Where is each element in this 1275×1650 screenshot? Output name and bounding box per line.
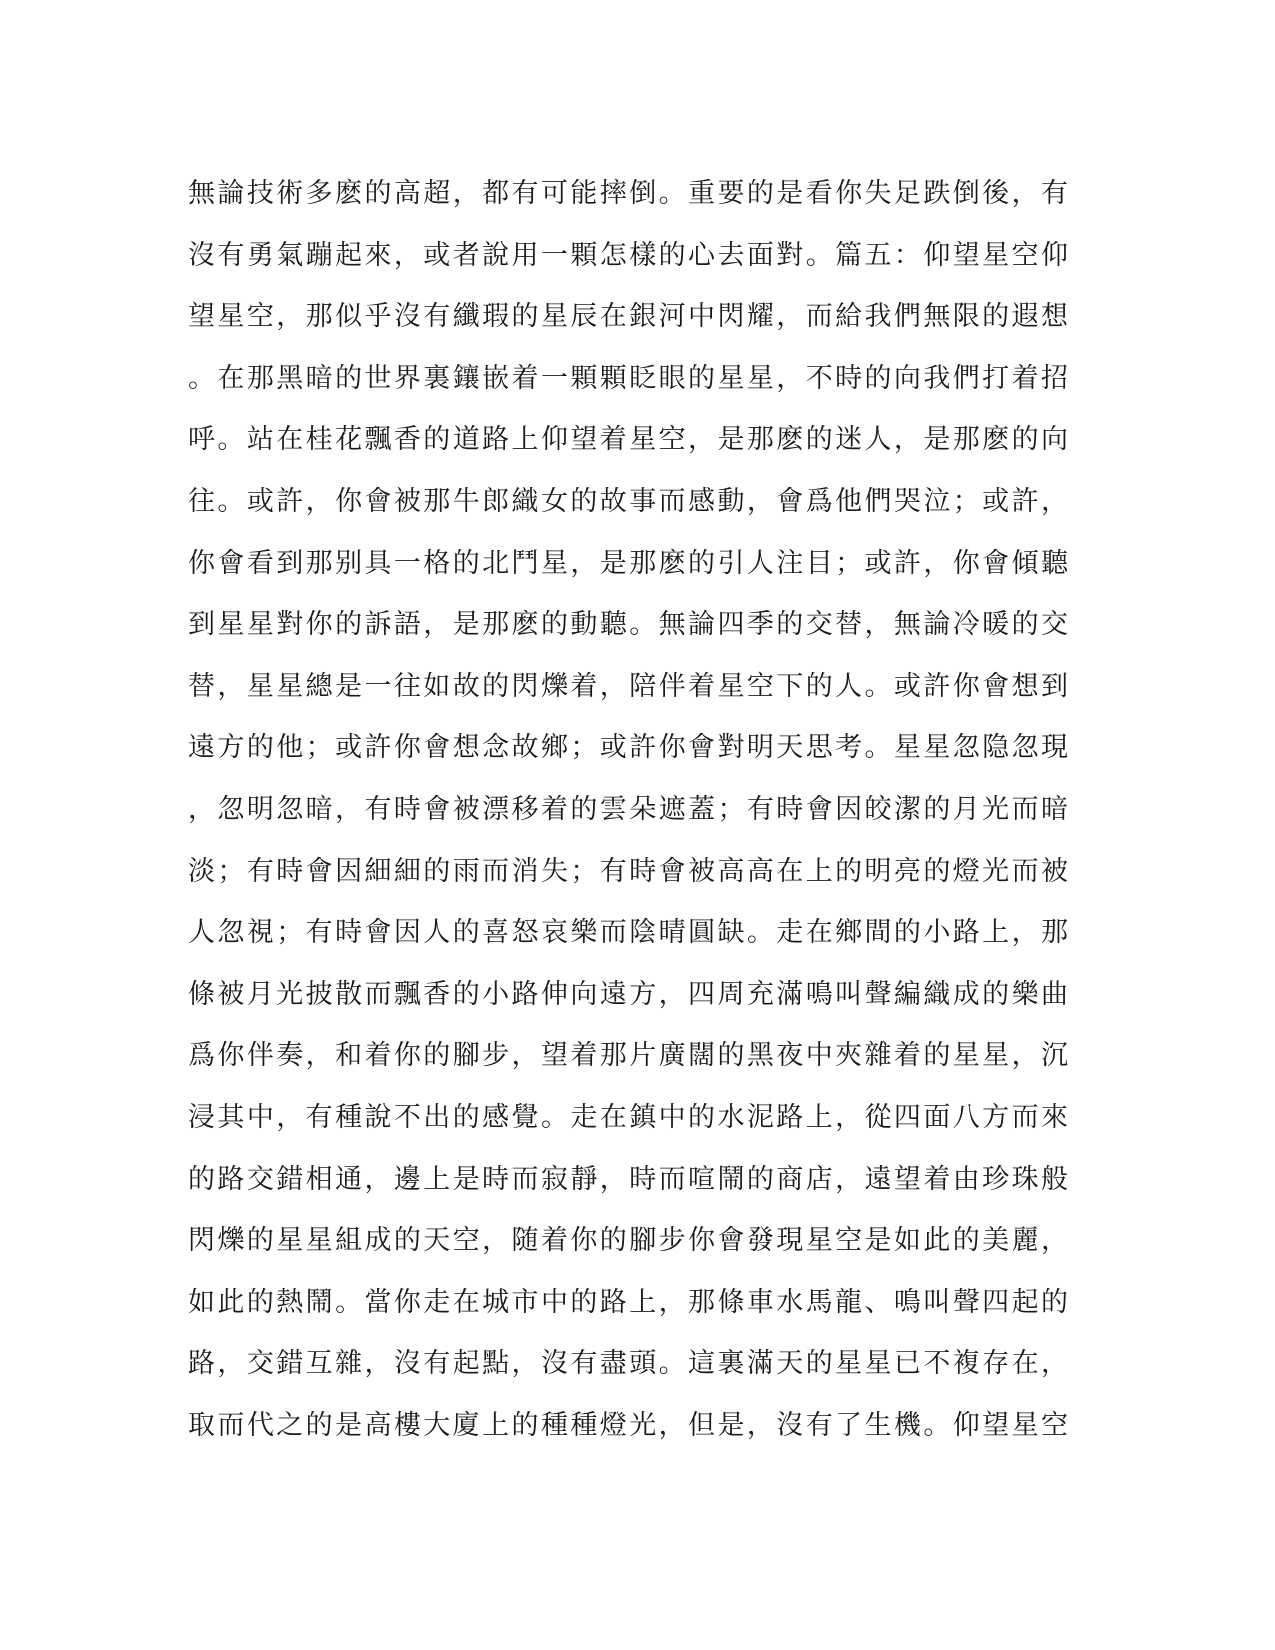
text-line-15: 爲你伴奏，和着你的腳步，望着那片廣闊的黑夜中夾雜着的星星，沉 <box>188 1040 1068 1072</box>
text-line-21: 取而代之的是高樓大廈上的種種燈光，但是，沒有了生機。仰望星空 <box>188 1409 1068 1441</box>
text-line-6: 往。或許，你會被那牛郎織女的故事而感動，會爲他們哭泣；或許， <box>188 485 1068 517</box>
text-line-19: 如此的熱鬧。當你走在城市中的路上，那條車水馬龍、鳴叫聲四起的 <box>188 1286 1068 1318</box>
text-line-17: 的路交錯相通，邊上是時而寂靜，時而喧鬧的商店，遠望着由珍珠般 <box>188 1163 1068 1195</box>
text-line-12: 淡；有時會因細細的雨而消失；有時會被高高在上的明亮的燈光而被 <box>188 855 1068 887</box>
text-line-5: 呼。站在桂花飄香的道路上仰望着星空，是那麽的迷人，是那麽的向 <box>188 424 1068 456</box>
text-line-7: 你會看到那别具一格的北鬥星，是那麽的引人注目；或許，你會傾聽 <box>188 547 1068 579</box>
text-line-16: 浸其中，有種說不出的感覺。走在鎮中的水泥路上，從四面八方而來 <box>188 1101 1068 1133</box>
text-line-11: ，忽明忽暗，有時會被漂移着的雲朵遮蓋；有時會因皎潔的月光而暗 <box>188 793 1068 825</box>
text-line-3: 望星空，那似乎沒有纖瑕的星辰在銀河中閃耀，而給我們無限的遐想 <box>188 301 1068 333</box>
text-line-4: 。在那黑暗的世界裏鑲嵌着一顆顆眨眼的星星，不時的向我們打着招 <box>188 362 1068 394</box>
text-line-14: 條被月光披散而飄香的小路伸向遠方，四周充滿鳴叫聲編織成的樂曲 <box>188 978 1068 1010</box>
text-line-18: 閃爍的星星組成的天空，随着你的腳步你會發現星空是如此的美麗， <box>188 1225 1068 1257</box>
text-line-10: 遠方的他；或許你會想念故鄉；或許你會對明天思考。星星忽隐忽現 <box>188 732 1068 764</box>
text-line-2: 沒有勇氣蹦起來，或者說用一顆怎樣的心去面對。篇五：仰望星空仰 <box>188 239 1068 271</box>
text-line-9: 替，星星總是一往如故的閃爍着，陪伴着星空下的人。或許你會想到 <box>188 670 1068 702</box>
body-text <box>188 163 1068 1456</box>
text-line-8: 到星星對你的訴語，是那麽的動聽。無論四季的交替，無論冷暖的交 <box>188 609 1068 641</box>
text-line-13: 人忽視；有時會因人的喜怒哀樂而陰晴圓缺。走在鄉間的小路上，那 <box>188 917 1068 949</box>
text-line-1: 無論技術多麽的高超，都有可能摔倒。重要的是看你失足跌倒後，有 <box>188 178 1068 209</box>
text-line-20: 路，交錯互雜，沒有起點，沒有盡頭。這裏滿天的星星已不複存在， <box>188 1348 1068 1380</box>
